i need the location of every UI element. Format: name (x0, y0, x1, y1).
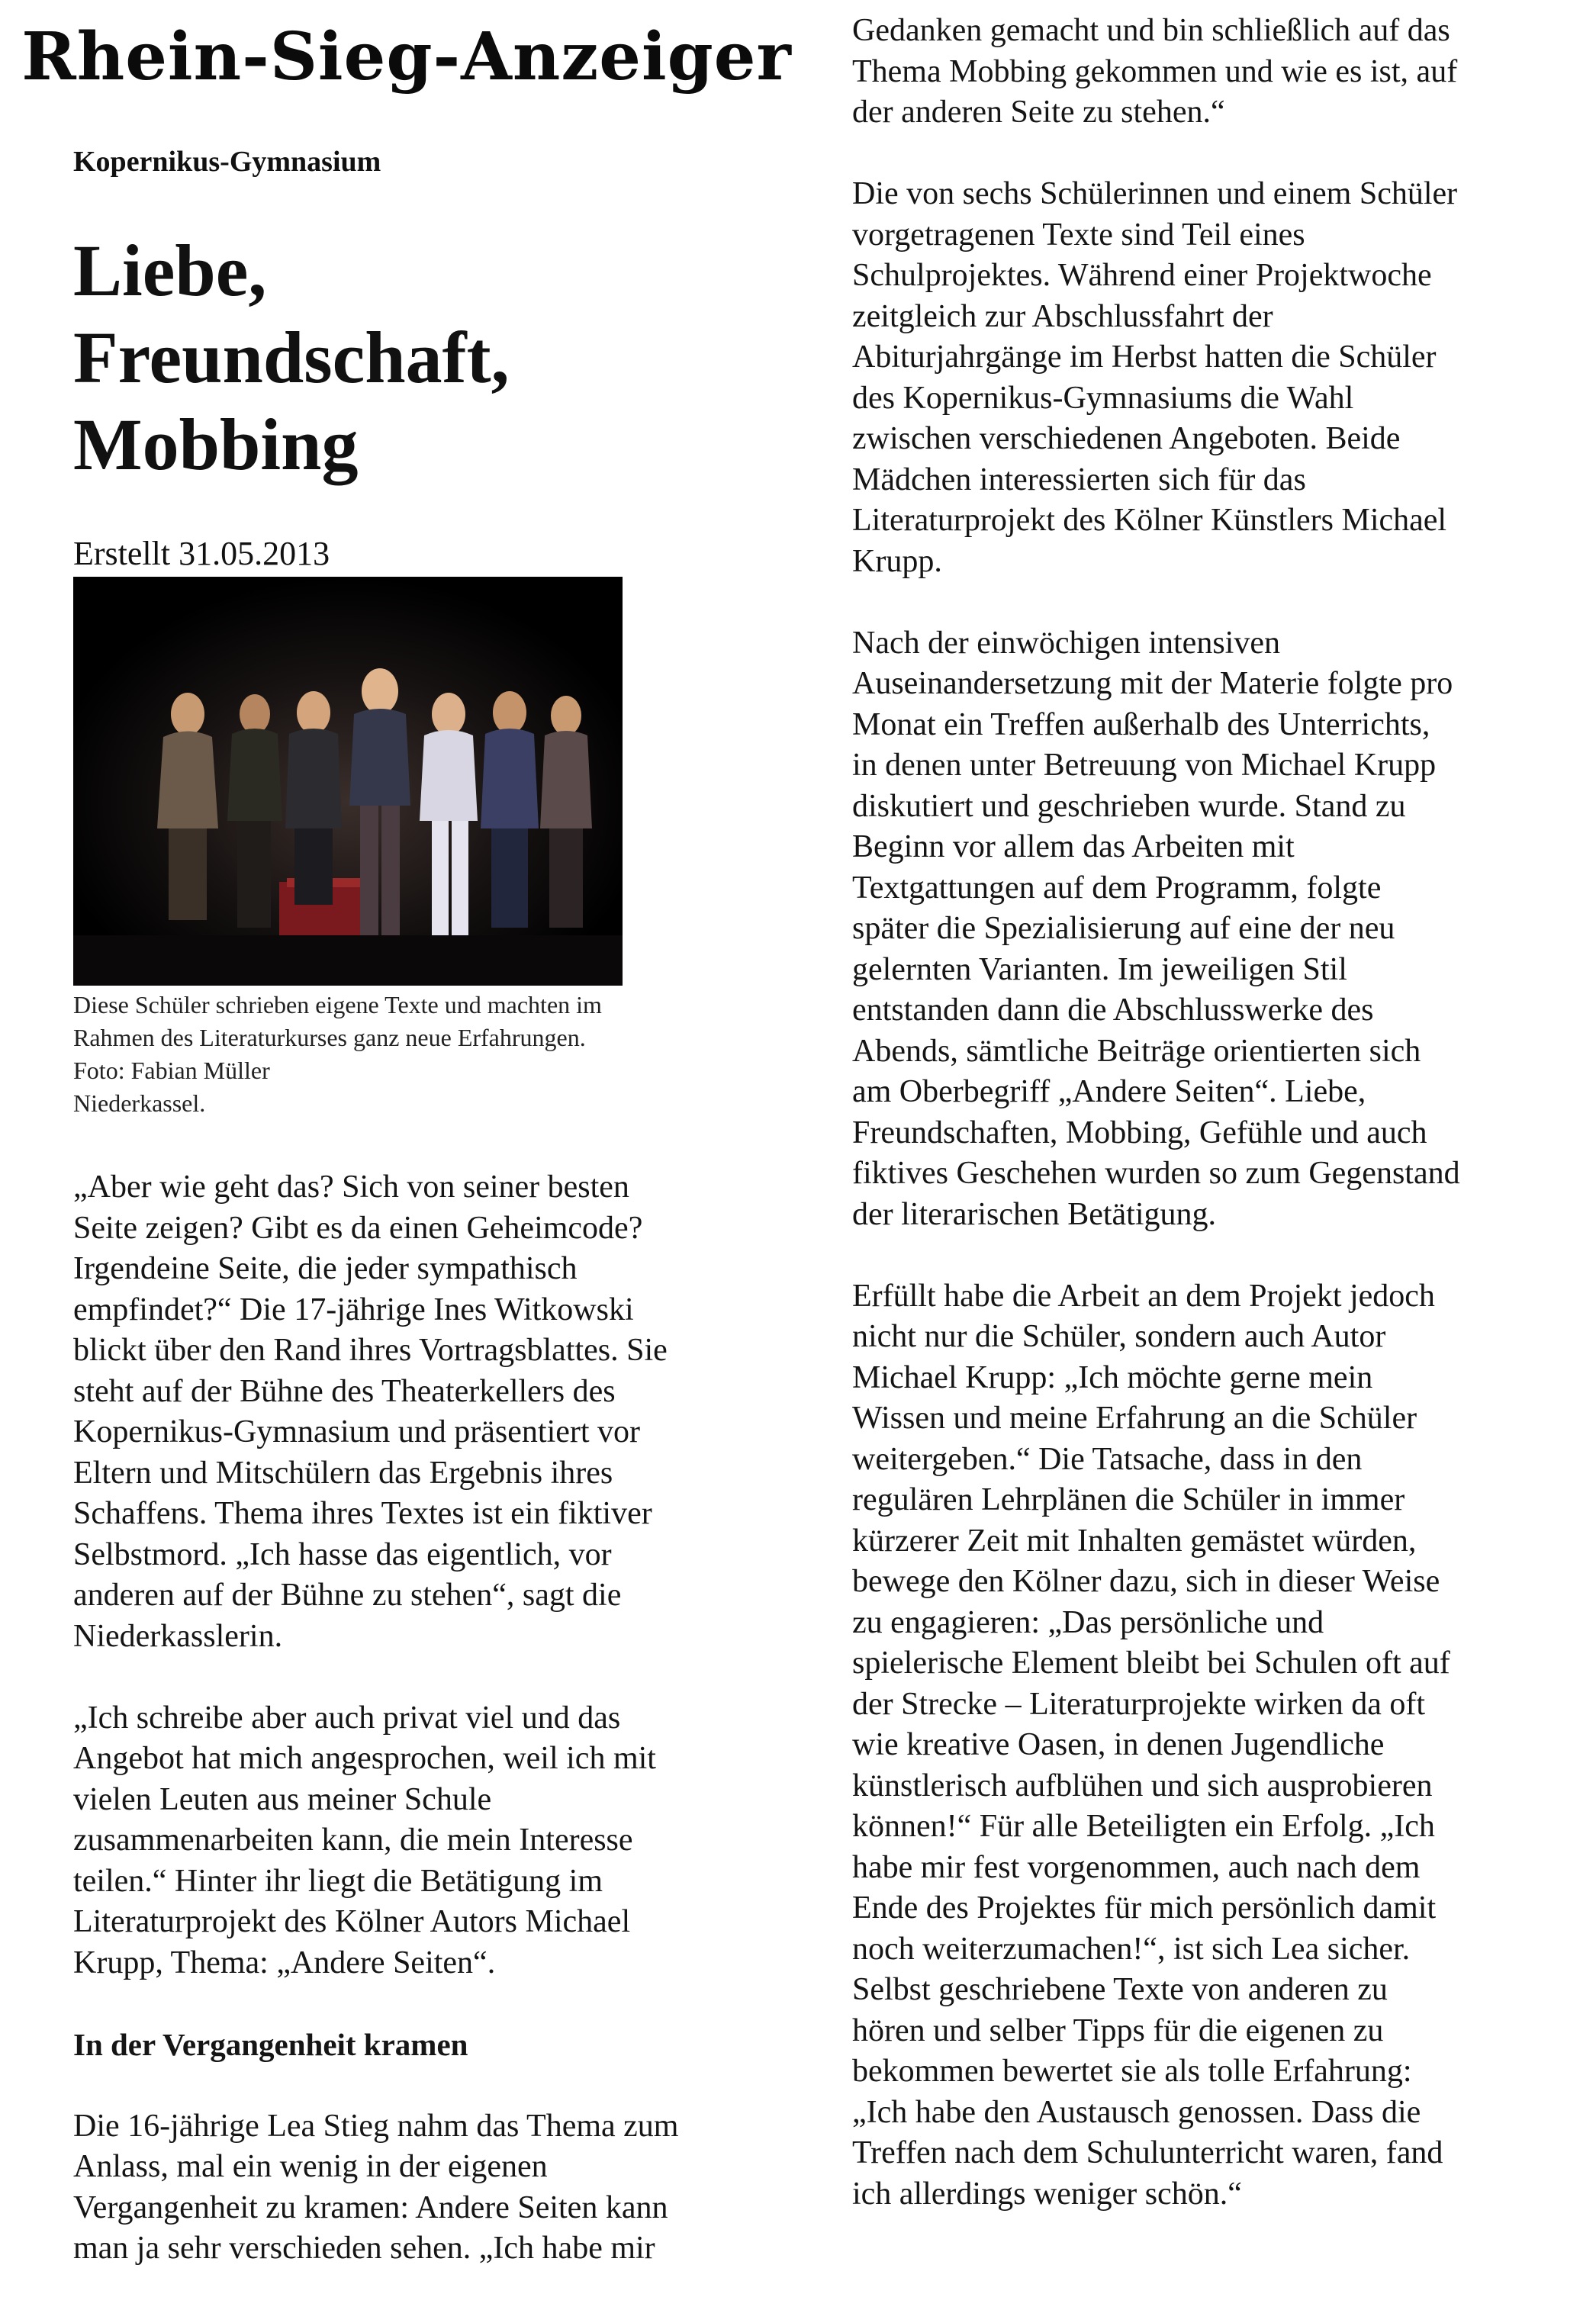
paragraph (73, 2106, 760, 2270)
text-line: nicht nur die Schüler, sondern auch Autor (852, 1319, 1386, 1354)
text-line: in denen unter Betreuung von Michael Krupp (852, 748, 1437, 783)
text-line: Erfüllt habe die Arbeit an dem Projekt jedoch (852, 1278, 1435, 1314)
headline-line: Mobbing (73, 404, 359, 485)
text-line: Gedanken gemacht und bin schließlich auf das (852, 13, 1450, 48)
text-line: Textgattungen auf dem Programm, folgte (852, 870, 1382, 906)
text-line: Anlass, mal ein wenig in der eigenen (73, 2149, 548, 2184)
text-line: entstanden dann die Abschlusswerke des (852, 993, 1374, 1028)
text-line: spielerische Element bleibt bei Schulen oft auf (852, 1646, 1450, 1681)
text-line: zusammenarbeiten kann, die mein Interesse (73, 1823, 633, 1858)
section-label: Kopernikus-Gymnasium (73, 146, 381, 178)
masthead-title: Rhein-Sieg-Anzeiger (21, 18, 792, 95)
text-line: Nach der einwöchigen intensiven (852, 625, 1280, 661)
paragraph (852, 11, 1539, 134)
text-line: Monat ein Treffen außerhalb des Unterrichts, (852, 706, 1430, 742)
text-line: Die von sechs Schülerinnen und einem Schüler (852, 176, 1458, 211)
paragraph (852, 623, 1539, 1236)
text-line: bewege den Kölner dazu, sich in dieser Weise (852, 1564, 1440, 1599)
text-line: wie kreative Oasen, in denen Jugendliche (852, 1727, 1385, 1762)
paragraph (73, 1167, 760, 1657)
caption-line: Diese Schüler schrieben eigene Texte und machten im (73, 991, 602, 1018)
paragraph (73, 1698, 760, 1984)
text-line: Krupp, Thema: „Andere Seiten“. (73, 1945, 496, 1980)
newspaper-masthead (21, 14, 792, 99)
headline-line: Freundschaft, (73, 317, 510, 398)
text-line: „Aber wie geht das? Sich von seiner besten (73, 1169, 629, 1205)
text-line: Freundschaften, Mobbing, Gefühle und auch (852, 1115, 1427, 1150)
caption-line: Rahmen des Literaturkurses ganz neue Erfahrungen. (73, 1024, 586, 1051)
headline-line: Liebe, (73, 230, 267, 311)
text-line: Treffen nach dem Schulunterricht waren, fand (852, 2135, 1443, 2170)
text-line: Mädchen interessierten sich für das (852, 462, 1306, 497)
text-line: der anderen Seite zu stehen.“ (852, 95, 1225, 130)
text-line: Selbstmord. „Ich hasse das eigentlich, vor (73, 1536, 612, 1572)
paragraph (852, 174, 1539, 582)
created-date: Erstellt 31.05.2013 (73, 535, 330, 572)
text-line: anderen auf der Bühne zu stehen“, sagt die (73, 1578, 622, 1613)
text-line: Selbst geschriebene Texte von anderen zu (852, 1972, 1388, 2007)
text-line: Niederkasslerin. (73, 1618, 283, 1654)
text-line: Ende des Projektes für mich persönlich damit (852, 1890, 1437, 1926)
text-line: Michael Krupp: „Ich möchte gerne mein (852, 1359, 1373, 1395)
text-line: kürzerer Zeit mit Inhalten gemästet würden, (852, 1523, 1417, 1559)
text-line: Abends, sämtliche Beiträge orientierten sich (852, 1033, 1421, 1069)
text-line: des Kopernikus-Gymnasiums die Wahl (852, 380, 1354, 416)
text-line: Krupp. (852, 543, 942, 579)
text-line: Angebot hat mich angesprochen, weil ich mit (73, 1741, 656, 1776)
text-line: Beginn vor allem das Arbeiten mit (852, 829, 1295, 864)
text-line: empfindet?“ Die 17-jährige Ines Witkowski (73, 1292, 634, 1327)
text-line: Die 16-jährige Lea Stieg nahm das Thema zum (73, 2108, 679, 2144)
text-line: zu engagieren: „Das persönliche und (852, 1604, 1324, 1640)
text-line: zeitgleich zur Abschlussfahrt der (852, 298, 1273, 334)
headline (73, 227, 607, 488)
text-line: Kopernikus-Gymnasium und präsentiert vor (73, 1414, 641, 1449)
text-line: am Oberbegriff „Andere Seiten“. Liebe, (852, 1074, 1366, 1109)
text-line: steht auf der Bühne des Theaterkellers des (73, 1373, 616, 1409)
text-line: weitergeben.“ Die Tatsache, dass in den (852, 1441, 1363, 1477)
text-line: künstlerisch aufblühen und sich ausprobieren (852, 1768, 1433, 1803)
text-line: hören und selber Tipps für die eigenen zu (852, 2012, 1384, 2048)
text-line: blickt über den Rand ihres Vortragsblattes. Sie (73, 1333, 668, 1368)
text-line: Auseinandersetzung mit der Materie folgte pro (852, 666, 1453, 701)
text-line: können!“ Für alle Beteiligten ein Erfolg. „Ich (852, 1809, 1435, 1844)
caption-line: Niederkassel. (73, 1089, 206, 1117)
text-line: Wissen und meine Erfahrung an die Schüler (852, 1401, 1417, 1436)
text-line: diskutiert und geschrieben wurde. Stand zu (852, 788, 1406, 824)
group-photo-icon (73, 577, 623, 986)
text-line: der literarischen Betätigung. (852, 1196, 1216, 1232)
text-line: Thema Mobbing gekommen und wie es ist, auf (852, 53, 1458, 89)
text-line: Vergangenheit zu kramen: Andere Seiten kann (73, 2189, 668, 2225)
text-line: ich allerdings weniger schön.“ (852, 2176, 1242, 2212)
text-line: teilen.“ Hinter ihr liegt die Betätigung im (73, 1863, 603, 1899)
text-line: der Strecke – Literaturprojekte wirken da oft (852, 1686, 1426, 1722)
caption-line: Foto: Fabian Müller (73, 1057, 270, 1084)
text-line: „Ich habe den Austausch genossen. Dass die (852, 2094, 1421, 2130)
text-line: habe mir fest vorgenommen, auch nach dem (852, 1849, 1421, 1885)
text-line: „Ich schreibe aber auch privat viel und das (73, 1700, 621, 1736)
text-line: Literaturprojekt des Kölner Autors Michael (73, 1904, 631, 1939)
article-column-left (73, 1167, 760, 2310)
text-line: vorgetragenen Texte sind Teil eines (852, 217, 1305, 253)
text-line: gelernten Varianten. Im jeweiligen Stil (852, 951, 1347, 987)
text-line: regulären Lehrplänen die Schüler in immer (852, 1482, 1405, 1517)
text-line: Eltern und Mitschülern das Ergebnis ihres (73, 1455, 613, 1491)
text-line: noch weiterzumachen!“, ist sich Lea sicher. (852, 1931, 1411, 1967)
text-line: später die Spezialisierung auf eine der neu (852, 911, 1395, 946)
text-line: man ja sehr verschieden sehen. „Ich habe mir (73, 2231, 655, 2266)
subheading: In der Vergangenheit kramen (73, 2026, 468, 2062)
text-line: Seite zeigen? Gibt es da einen Geheimcode? (73, 1210, 643, 1246)
article-column-right (852, 11, 1539, 2256)
text-line: Irgendeine Seite, die jeder sympathisch (73, 1251, 578, 1286)
text-line: Abiturjahrgänge im Herbst hatten die Schüler (852, 339, 1437, 375)
text-line: vielen Leuten aus meiner Schule (73, 1781, 492, 1817)
text-line: fiktives Geschehen wurden so zum Gegenstand (852, 1156, 1460, 1191)
photo-caption (73, 989, 729, 1120)
text-line: Schaffens. Thema ihres Textes ist ein fiktiver (73, 1496, 652, 1531)
text-line: bekommen bewertet sie als tolle Erfahrung: (852, 2054, 1412, 2089)
text-line: zwischen verschiedenen Angeboten. Beide (852, 421, 1401, 456)
text-line: Schulprojektes. Während einer Projektwoche (852, 258, 1432, 293)
text-line: Literaturprojekt des Kölner Künstlers Michael (852, 503, 1447, 538)
paragraph (852, 1276, 1539, 2215)
